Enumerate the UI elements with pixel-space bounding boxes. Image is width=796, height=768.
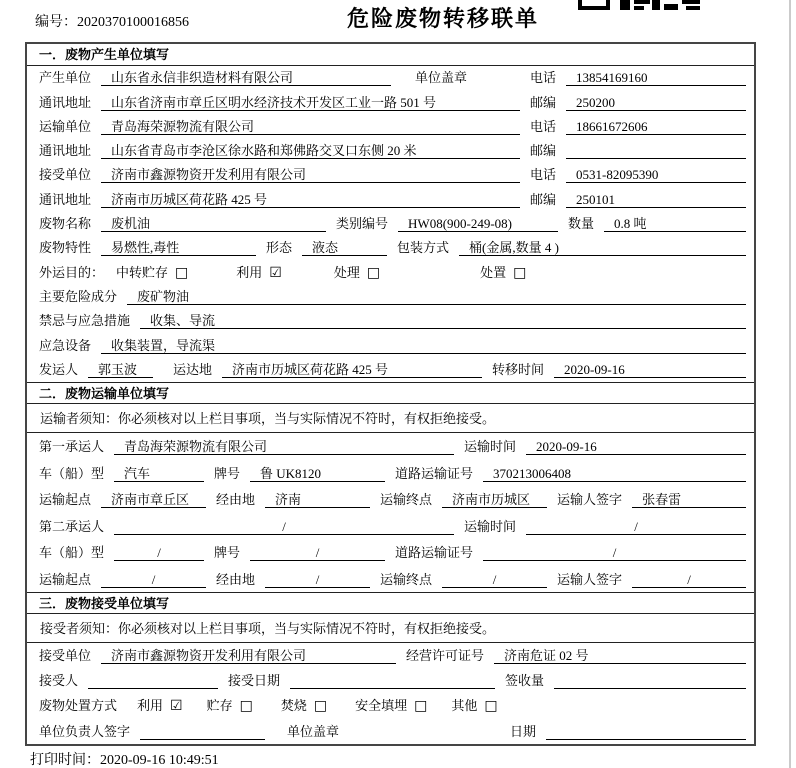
row-waste-name xyxy=(27,212,754,236)
transporter-label: 运输单位 xyxy=(39,118,92,134)
packing-value: 桶(金属,数量 4 ) xyxy=(459,239,746,256)
row-measures xyxy=(27,309,754,333)
date-value xyxy=(546,723,746,740)
responsible-sign-label: 单位负责人签字 xyxy=(39,723,131,739)
row-disposal-method xyxy=(27,693,754,718)
disposal-option-storage: 贮存 □ xyxy=(206,698,253,715)
measures-label: 禁忌与应急措施 xyxy=(39,313,131,329)
endpoint-label: 运输终点 xyxy=(380,571,433,587)
phone-label: 电话 xyxy=(529,167,556,183)
endpoint-label: 运输终点 xyxy=(380,492,433,508)
quantity-value: 0.8 吨 xyxy=(604,215,746,232)
address-label: 通讯地址 xyxy=(39,143,92,159)
hazard-value: 废矿物油 xyxy=(127,288,746,305)
transporter-phone: 18661672606 xyxy=(566,118,746,135)
via-label: 经由地 xyxy=(216,492,256,508)
qr-block xyxy=(686,6,700,10)
disposal-option-landfill: 安全填埋 □ xyxy=(355,698,428,715)
disposal-option-other: 其他 □ xyxy=(451,698,498,715)
section2-header: 二．废物运输单位填写 xyxy=(27,382,754,404)
receiver-notice: 接受者须知：你必须核对以上栏目事项，当与实际情况不符时，有权拒绝接受。 xyxy=(27,614,754,643)
disposal-option-reuse: 利用 ☑ xyxy=(137,698,183,715)
producer-value: 山东省永信非织造材料有限公司 xyxy=(101,69,391,86)
row-waste-props xyxy=(27,236,754,260)
via2-value: / xyxy=(265,571,370,588)
row-signoff xyxy=(27,718,754,743)
waste-props-label: 废物特性 xyxy=(39,240,92,256)
origin2-value: / xyxy=(101,571,206,588)
via-value: 济南 xyxy=(265,491,370,508)
equipment-value: 收集装置，导流渠 xyxy=(101,337,746,354)
checkbox-unchecked-icon: □ xyxy=(239,698,253,715)
qr-block xyxy=(652,0,660,10)
transporter-address-value: 山东省青岛市李沧区徐水路和郑佛路交叉口东侧 20 米 xyxy=(101,142,520,159)
transporter-notice: 运输者须知：你必须核对以上栏目事项，当与实际情况不符时，有权拒绝接受。 xyxy=(27,404,754,433)
phone-label: 电话 xyxy=(529,70,556,86)
zip-label: 邮编 xyxy=(529,94,556,110)
receiver-value: 济南市鑫源物资开发利用有限公司 xyxy=(101,166,520,183)
purpose-option-transfer-storage: 中转贮存 □ xyxy=(116,264,189,281)
form-title: 危险废物转移联单 xyxy=(346,6,539,31)
carrier-sign-label: 运输人签字 xyxy=(557,571,623,587)
row-route1 xyxy=(27,486,754,513)
row-transporter-address xyxy=(27,139,754,163)
row-equipment xyxy=(27,333,754,357)
carrier2-label: 第二承运人 xyxy=(39,518,105,534)
address-label: 通讯地址 xyxy=(39,191,92,207)
page-edge-line xyxy=(789,0,791,768)
row-acceptor xyxy=(27,668,754,693)
carrier-sign2-value: / xyxy=(632,571,746,588)
carrier-sign-label: 运输人签字 xyxy=(557,492,623,508)
producer-address-value: 山东省济南市章丘区明水经济技术开发区工业一路 501 号 xyxy=(101,94,520,111)
checkbox-unchecked-icon: □ xyxy=(484,698,498,715)
category-label: 类别编号 xyxy=(336,216,389,232)
row-route2 xyxy=(27,565,754,592)
transfer-time-label: 转移时间 xyxy=(492,361,545,377)
section3-header: 三．废物接受单位填写 xyxy=(27,592,754,614)
permit-label: 道路运输证号 xyxy=(395,545,474,561)
dispatcher-label: 发运人 xyxy=(39,361,79,377)
phone-label: 电话 xyxy=(529,118,556,134)
zip-label: 邮编 xyxy=(529,143,556,159)
checkbox-checked-icon: ☑ xyxy=(269,264,282,281)
disposal-label: 废物处置方式 xyxy=(39,698,118,714)
receiver-phone: 0531-82095390 xyxy=(566,166,746,183)
unit-seal-label: 单位盖章 xyxy=(415,70,468,86)
disposal-option-incinerate: 焚烧 □ xyxy=(280,698,328,715)
equipment-label: 应急设备 xyxy=(39,337,92,353)
received-qty-value xyxy=(554,672,746,689)
acceptor-label: 接受人 xyxy=(39,673,79,689)
purpose-option-treat: 处理 □ xyxy=(333,264,381,281)
qr-block xyxy=(634,6,644,10)
row-carrier2 xyxy=(27,512,754,539)
purpose-option-dispose: 处置 □ xyxy=(480,264,527,281)
plate-label: 牌号 xyxy=(214,465,241,481)
received-qty-label: 签收量 xyxy=(505,673,545,689)
via-label: 经由地 xyxy=(216,571,256,587)
transport-time-label: 运输时间 xyxy=(464,439,517,455)
row-accept-unit xyxy=(27,643,754,668)
transporter-zip xyxy=(566,142,746,159)
waste-name-label: 废物名称 xyxy=(39,216,92,232)
serial-number: 2020370100016856 xyxy=(77,15,189,30)
print-time-value: 2020-09-16 10:49:51 xyxy=(100,753,219,768)
waste-name-value: 废机油 xyxy=(101,215,326,232)
transfer-time-value: 2020-09-16 xyxy=(554,361,746,378)
responsible-sign-value xyxy=(140,723,265,740)
transport-time-value: 2020-09-16 xyxy=(526,438,746,455)
accept-unit-label: 接受单位 xyxy=(39,648,92,664)
serial-label: 编号： xyxy=(35,15,77,30)
unit-seal-label: 单位盖章 xyxy=(287,723,340,739)
qr-block xyxy=(682,0,700,4)
qr-block xyxy=(578,0,610,10)
row-vehicle2 xyxy=(27,539,754,566)
permit2-value: / xyxy=(483,544,746,561)
measures-value: 收集、导流 xyxy=(140,312,746,329)
transport-time2-value: / xyxy=(526,518,746,535)
checkbox-unchecked-icon: □ xyxy=(175,264,189,281)
plate2-value: / xyxy=(250,544,385,561)
accept-date-label: 接受日期 xyxy=(228,673,281,689)
permit-value: 370213006408 xyxy=(483,465,746,482)
qr-block xyxy=(664,4,678,10)
origin-label: 运输起点 xyxy=(39,492,92,508)
purpose-label: 外运目的： xyxy=(39,264,105,280)
checkbox-unchecked-icon: □ xyxy=(513,264,527,281)
row-producer-address xyxy=(27,90,754,114)
row-hazard xyxy=(27,285,754,309)
plate-value: 鲁 UK8120 xyxy=(250,465,385,482)
permit-label: 道路运输证号 xyxy=(395,465,474,481)
license-value: 济南危证 02 号 xyxy=(494,647,746,664)
zip-label: 邮编 xyxy=(529,191,556,207)
row-receiver xyxy=(27,163,754,187)
destination-value: 济南市历城区荷花路 425 号 xyxy=(222,361,482,378)
form-state-value: 液态 xyxy=(302,239,387,256)
carrier1-label: 第一承运人 xyxy=(39,439,105,455)
address-label: 通讯地址 xyxy=(39,94,92,110)
row-vehicle1 xyxy=(27,459,754,486)
checkbox-unchecked-icon: □ xyxy=(366,264,381,281)
vehicle-type-label: 车（船）型 xyxy=(39,465,105,481)
row-purpose xyxy=(27,260,754,284)
checkbox-checked-icon: ☑ xyxy=(170,698,183,715)
license-label: 经营许可证号 xyxy=(406,648,485,664)
row-transporter xyxy=(27,115,754,139)
transfer-manifest-form xyxy=(25,42,756,746)
checkbox-unchecked-icon: □ xyxy=(313,698,328,715)
vehicle-type-value: 汽车 xyxy=(114,465,204,482)
section1-header: 一．废物产生单位填写 xyxy=(27,44,754,66)
print-time-line xyxy=(30,749,219,768)
hazard-label: 主要危险成分 xyxy=(39,288,118,304)
producer-label: 产生单位 xyxy=(39,70,92,86)
producer-phone: 13854169160 xyxy=(566,69,746,86)
origin-value: 济南市章丘区 xyxy=(101,491,206,508)
accept-date-value xyxy=(290,672,495,689)
endpoint2-value: / xyxy=(442,571,547,588)
row-dispatch xyxy=(27,358,754,382)
origin-label: 运输起点 xyxy=(39,571,92,587)
dispatcher-value: 郭玉波 xyxy=(88,361,153,378)
carrier-sign-value: 张春雷 xyxy=(632,491,746,508)
endpoint-value: 济南市历城区 xyxy=(442,491,547,508)
qr-code-fragment xyxy=(578,0,708,10)
accept-unit-value: 济南市鑫源物资开发利用有限公司 xyxy=(101,647,396,664)
purpose-option-reuse: 利用 ☑ xyxy=(236,264,282,281)
row-carrier1 xyxy=(27,433,754,460)
waste-props-value: 易燃性,毒性 xyxy=(101,239,256,256)
form-state-label: 形态 xyxy=(266,240,293,256)
category-value: HW08(900-249-08) xyxy=(398,215,558,232)
quantity-label: 数量 xyxy=(568,216,595,232)
receiver-zip: 250101 xyxy=(566,191,746,208)
vehicle-type2-value: / xyxy=(114,544,204,561)
transport-time-label: 运输时间 xyxy=(464,518,517,534)
receiver-address-value: 济南市历城区荷花路 425 号 xyxy=(101,191,520,208)
producer-zip: 250200 xyxy=(566,94,746,111)
row-receiver-address xyxy=(27,187,754,211)
carrier1-value: 青岛海荣源物流有限公司 xyxy=(114,438,454,455)
destination-label: 运达地 xyxy=(173,361,213,377)
qr-block xyxy=(634,0,650,4)
row-producer xyxy=(27,66,754,90)
acceptor-value xyxy=(88,672,218,689)
print-time-label: 打印时间： xyxy=(30,753,100,768)
qr-block xyxy=(620,0,630,10)
receiver-label: 接受单位 xyxy=(39,167,92,183)
checkbox-unchecked-icon: □ xyxy=(414,698,428,715)
date-label: 日期 xyxy=(509,723,536,739)
transporter-value: 青岛海荣源物流有限公司 xyxy=(101,118,520,135)
vehicle-type-label: 车（船）型 xyxy=(39,545,105,561)
packing-label: 包装方式 xyxy=(397,240,450,256)
carrier2-value: / xyxy=(114,518,454,535)
plate-label: 牌号 xyxy=(214,545,241,561)
